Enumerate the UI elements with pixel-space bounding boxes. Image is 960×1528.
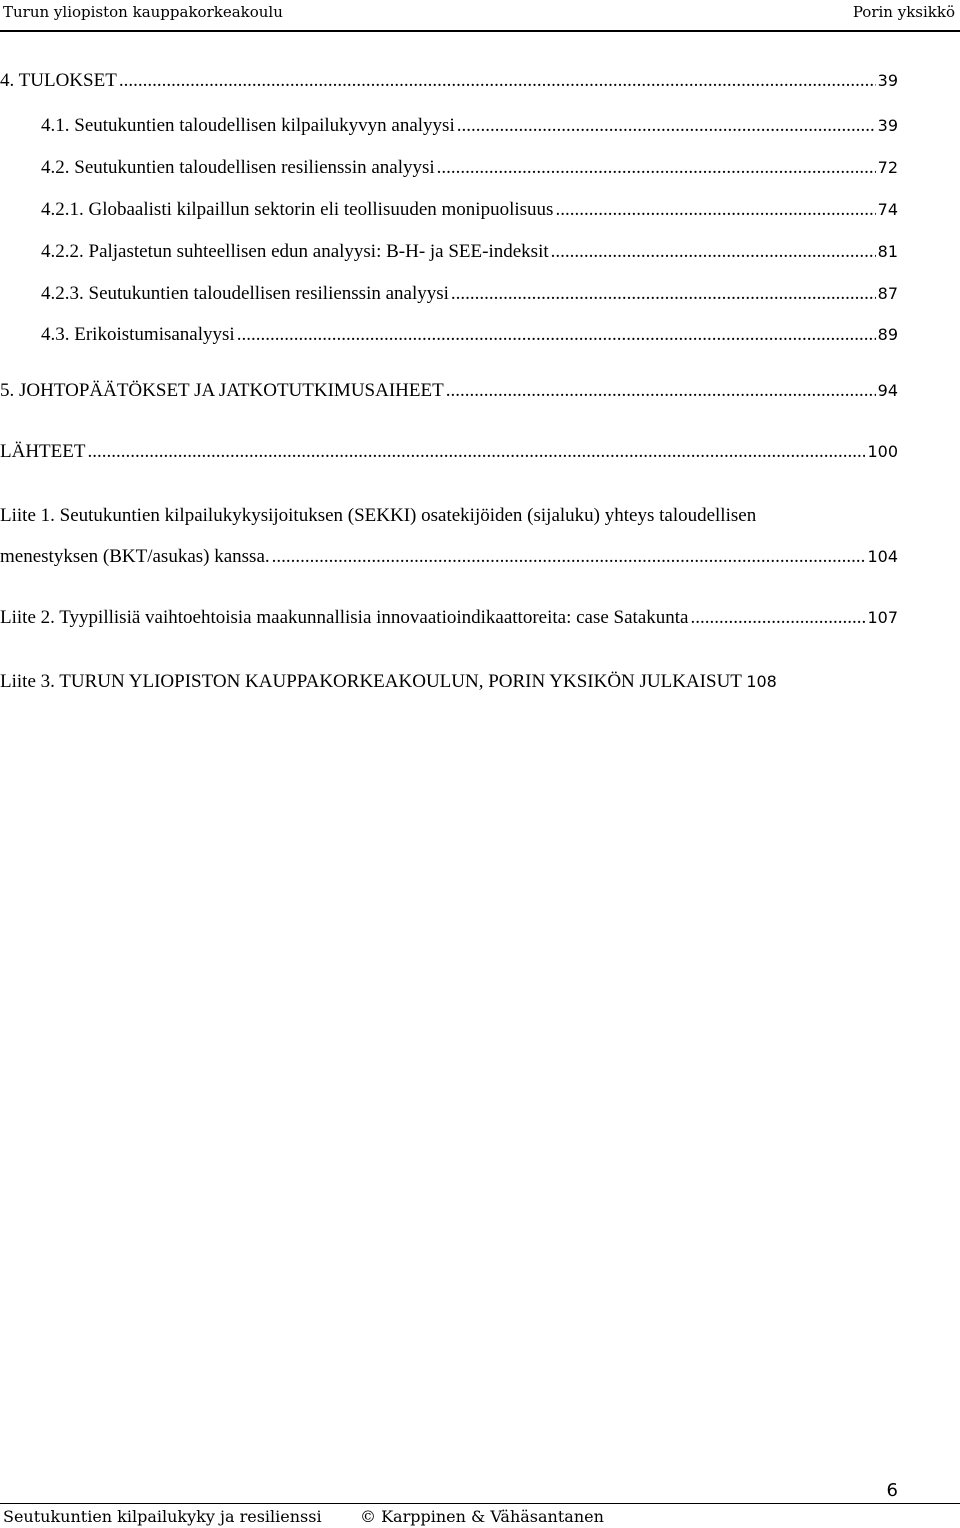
toc-entry-title: Liite 2. Tyypillisiä vaihtoehtoisia maakunnallisia innovaatioindikaattoreita: case Satakunta (0, 607, 689, 628)
toc-entry-liite-1-line1[interactable]: Liite 1. Seutukuntien kilpailukykysijoituksen (SEKKI) osatekijöiden (sijaluku) yhteys taloudellisen (0, 505, 757, 526)
toc-entry-4-2-2[interactable] (41, 241, 898, 269)
toc-entry-title: 4.2.3. Seutukuntien taloudellisen resilienssin analyysi (41, 283, 449, 304)
toc-entry-title: 4.2.2. Paljastetun suhteellisen edun analyysi: B-H- ja SEE-indeksit (41, 241, 549, 262)
toc-entry-liite-1[interactable] (0, 546, 898, 574)
toc-entry-title: LÄHTEET (0, 441, 86, 462)
toc-entry-page: 107 (867, 608, 898, 627)
dot-leader (272, 546, 866, 568)
toc-entry-lahteet[interactable] (0, 441, 898, 469)
toc-entry-page: 87 (877, 284, 898, 303)
dot-leader (237, 324, 876, 346)
page-header (0, 0, 960, 26)
footer-right: © Karppinen & Vähäsantanen (360, 1507, 604, 1526)
header-rule (0, 30, 960, 32)
toc-entry-4-3[interactable] (41, 324, 898, 352)
dot-leader (451, 283, 876, 305)
toc-entry-page: 39 (877, 71, 898, 90)
header-right: Porin yksikkö (852, 3, 955, 21)
toc-entry-liite-3[interactable] (0, 671, 777, 693)
toc-entry-title: menestyksen (BKT/asukas) kanssa. (0, 546, 270, 567)
toc-entry-title: 5. JOHTOPÄÄTÖKSET JA JATKOTUTKIMUSAIHEET (0, 380, 444, 401)
toc-entry-title: Liite 3. TURUN YLIOPISTON KAUPPAKORKEAKOULUN, PORIN YKSIKÖN JULKAISUT (0, 671, 742, 692)
toc-entry-page: 72 (877, 158, 898, 177)
toc-entry-page: 89 (877, 325, 898, 344)
toc-entry-page: 108 (746, 672, 777, 691)
toc-entry-johtopaatokset[interactable] (0, 380, 898, 408)
toc-entry-title: 4. TULOKSET (0, 70, 117, 91)
footer-rule (0, 1503, 960, 1504)
toc-entry-4-2-1[interactable] (41, 199, 898, 227)
toc-entry-title: 4.2.1. Globaalisti kilpaillun sektorin eli teollisuuden monipuolisuus (41, 199, 554, 220)
toc-entry-tulokset[interactable] (0, 70, 898, 98)
dot-leader (437, 157, 876, 179)
toc-entry-title: 4.1. Seutukuntien taloudellisen kilpailukyvyn analyysi (41, 115, 455, 136)
dot-leader (551, 241, 876, 263)
toc-entry-4-1[interactable] (41, 115, 898, 143)
toc-entry-4-2-3[interactable] (41, 283, 898, 311)
dot-leader (555, 199, 875, 221)
toc-entry-4-2[interactable] (41, 157, 898, 185)
dot-leader (457, 115, 876, 137)
toc-entry-title: 4.3. Erikoistumisanalyysi (41, 324, 235, 345)
page-number: 6 (886, 1480, 898, 1501)
toc-entry-page: 74 (877, 200, 898, 219)
toc-entry-page: 81 (877, 242, 898, 261)
toc-entry-page: 39 (877, 116, 898, 135)
toc-entry-page: 94 (877, 381, 898, 400)
toc-entry-title: 4.2. Seutukuntien taloudellisen resilienssin analyysi (41, 157, 435, 178)
footer-left: Seutukuntien kilpailukyky ja resilienssi (3, 1507, 322, 1526)
dot-leader (446, 380, 876, 402)
dot-leader (87, 441, 865, 463)
header-left: Turun yliopiston kauppakorkeakoulu (3, 3, 283, 21)
toc-entry-liite-2[interactable] (0, 607, 898, 635)
toc-entry-page: 100 (867, 442, 898, 461)
dot-leader (690, 607, 865, 629)
toc-entry-page: 104 (867, 547, 898, 566)
dot-leader (119, 70, 876, 92)
